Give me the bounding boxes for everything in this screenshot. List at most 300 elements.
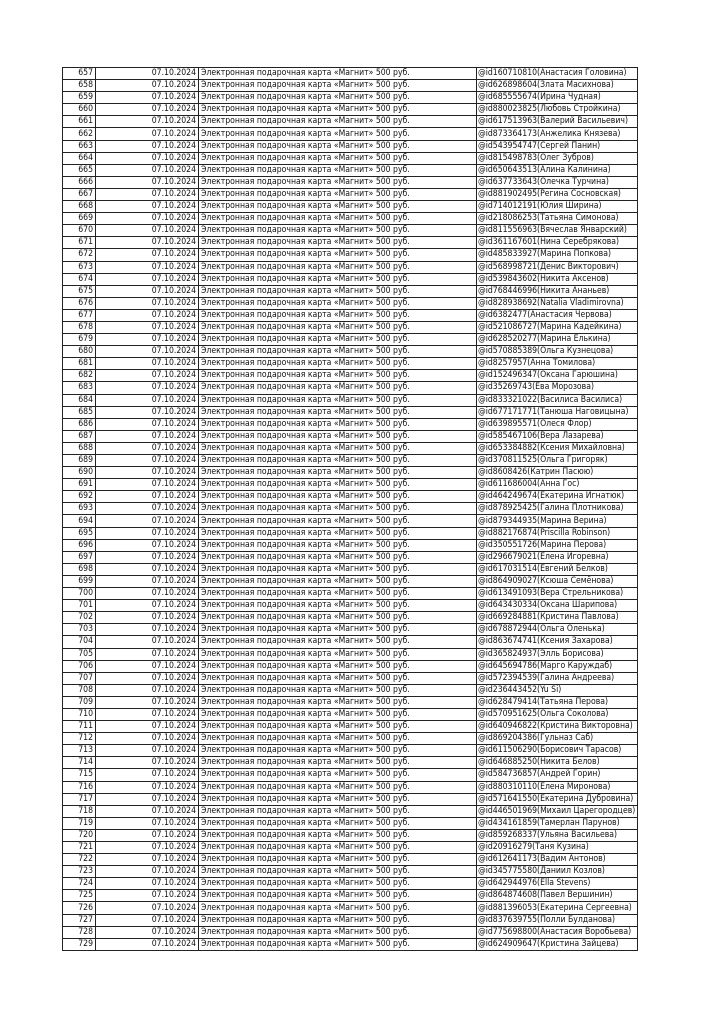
prize-cell: Электронная подарочная карта «Магнит» 500 руб.: [199, 745, 477, 757]
table-row: [63, 600, 638, 612]
date-cell: 07.10.2024: [96, 708, 199, 720]
winner-cell: @id880023825(Любовь Стройкина): [477, 104, 638, 116]
row-number-cell: 724: [63, 878, 96, 890]
table-row: [63, 842, 638, 854]
table-row: [63, 273, 638, 285]
row-number-cell: 666: [63, 176, 96, 188]
winner-cell: @id775698800(Анастасия Воробьева): [477, 926, 638, 938]
date-cell: 07.10.2024: [96, 563, 199, 575]
row-number-cell: 658: [63, 80, 96, 92]
date-cell: 07.10.2024: [96, 68, 199, 80]
date-cell: 07.10.2024: [96, 346, 199, 358]
table-row: [63, 201, 638, 213]
winner-cell: @id613491093(Вера Стрельникова): [477, 588, 638, 600]
date-cell: 07.10.2024: [96, 309, 199, 321]
table-row: [63, 805, 638, 817]
row-number-cell: 725: [63, 890, 96, 902]
row-number-cell: 693: [63, 503, 96, 515]
winner-cell: @id677171771(Танюша Наговицына): [477, 406, 638, 418]
winner-cell: @id365824937(Элль Борисова): [477, 648, 638, 660]
row-number-cell: 697: [63, 551, 96, 563]
prize-cell: Электронная подарочная карта «Магнит» 500 руб.: [199, 358, 477, 370]
winner-cell: @id296679021(Елена Игоревна): [477, 551, 638, 563]
date-cell: 07.10.2024: [96, 358, 199, 370]
date-cell: 07.10.2024: [96, 140, 199, 152]
winner-cell: @id446501969(Михаил Царегородцев): [477, 805, 638, 817]
prize-cell: Электронная подарочная карта «Магнит» 500 руб.: [199, 503, 477, 515]
date-cell: 07.10.2024: [96, 188, 199, 200]
table-row: [63, 660, 638, 672]
row-number-cell: 691: [63, 479, 96, 491]
date-cell: 07.10.2024: [96, 370, 199, 382]
date-cell: 07.10.2024: [96, 80, 199, 92]
date-cell: 07.10.2024: [96, 672, 199, 684]
row-number-cell: 703: [63, 624, 96, 636]
row-number-cell: 706: [63, 660, 96, 672]
table-row: [63, 696, 638, 708]
date-cell: 07.10.2024: [96, 176, 199, 188]
date-cell: 07.10.2024: [96, 382, 199, 394]
row-number-cell: 679: [63, 334, 96, 346]
table-row: [63, 624, 638, 636]
table-row: [63, 225, 638, 237]
prize-cell: Электронная подарочная карта «Магнит» 500 руб.: [199, 285, 477, 297]
date-cell: 07.10.2024: [96, 600, 199, 612]
prize-cell: Электронная подарочная карта «Магнит» 500 руб.: [199, 551, 477, 563]
table-row: [63, 116, 638, 128]
prize-cell: Электронная подарочная карта «Магнит» 500 руб.: [199, 721, 477, 733]
table-row: [63, 684, 638, 696]
row-number-cell: 680: [63, 346, 96, 358]
table-row: [63, 249, 638, 261]
date-cell: 07.10.2024: [96, 926, 199, 938]
table-row: [63, 926, 638, 938]
table-row: [63, 382, 638, 394]
table-row: [63, 745, 638, 757]
prize-cell: Электронная подарочная карта «Магнит» 500 руб.: [199, 539, 477, 551]
row-number-cell: 690: [63, 467, 96, 479]
date-cell: 07.10.2024: [96, 914, 199, 926]
date-cell: 07.10.2024: [96, 829, 199, 841]
row-number-cell: 664: [63, 152, 96, 164]
prize-cell: Электронная подарочная карта «Магнит» 500 руб.: [199, 261, 477, 273]
table-row: [63, 442, 638, 454]
row-number-cell: 707: [63, 672, 96, 684]
table-row: [63, 285, 638, 297]
prize-cell: Электронная подарочная карта «Магнит» 500 руб.: [199, 455, 477, 467]
prize-cell: Электронная подарочная карта «Магнит» 500 руб.: [199, 128, 477, 140]
table-row: [63, 237, 638, 249]
prize-cell: Электронная подарочная карта «Магнит» 500 руб.: [199, 757, 477, 769]
prize-cell: Электронная подарочная карта «Магнит» 500 руб.: [199, 708, 477, 720]
row-number-cell: 660: [63, 104, 96, 116]
row-number-cell: 710: [63, 708, 96, 720]
prize-cell: Электронная подарочная карта «Магнит» 500 руб.: [199, 890, 477, 902]
table-row: [63, 503, 638, 515]
prize-cell: Электронная подарочная карта «Магнит» 500 руб.: [199, 176, 477, 188]
date-cell: 07.10.2024: [96, 636, 199, 648]
row-number-cell: 699: [63, 575, 96, 587]
winner-cell: @id881396053(Екатерина Сергеевна): [477, 902, 638, 914]
prize-cell: Электронная подарочная карта «Магнит» 500 руб.: [199, 418, 477, 430]
prize-cell: Электронная подарочная карта «Магнит» 500 руб.: [199, 116, 477, 128]
prize-cell: Электронная подарочная карта «Магнит» 500 руб.: [199, 382, 477, 394]
date-cell: 07.10.2024: [96, 201, 199, 213]
row-number-cell: 721: [63, 842, 96, 854]
table-row: [63, 914, 638, 926]
winner-cell: @id628479414(Татьяна Перова): [477, 696, 638, 708]
winner-cell: @id864909027(Ксюша Семёнова): [477, 575, 638, 587]
date-cell: 07.10.2024: [96, 479, 199, 491]
prize-cell: Электронная подарочная карта «Магнит» 500 руб.: [199, 225, 477, 237]
date-cell: 07.10.2024: [96, 128, 199, 140]
winner-cell: @id645694786(Марго Каруждаб): [477, 660, 638, 672]
table-row: [63, 152, 638, 164]
prize-cell: Электронная подарочная карта «Магнит» 500 руб.: [199, 926, 477, 938]
prize-cell: Электронная подарочная карта «Магнит» 500 руб.: [199, 479, 477, 491]
table-row: [63, 551, 638, 563]
prize-cell: Электронная подарочная карта «Магнит» 500 руб.: [199, 612, 477, 624]
prize-cell: Электронная подарочная карта «Магнит» 500 руб.: [199, 588, 477, 600]
date-cell: 07.10.2024: [96, 733, 199, 745]
prize-cell: Электронная подарочная карта «Магнит» 500 руб.: [199, 636, 477, 648]
winner-cell: @id160710810(Анастасия Головина): [477, 68, 638, 80]
winner-cell: @id543954747(Сергей Панин): [477, 140, 638, 152]
winner-cell: @id585467106(Вера Лазарева): [477, 430, 638, 442]
row-number-cell: 661: [63, 116, 96, 128]
prize-cell: Электронная подарочная карта «Магнит» 500 руб.: [199, 140, 477, 152]
prize-cell: Электронная подарочная карта «Магнит» 500 руб.: [199, 297, 477, 309]
table-row: [63, 68, 638, 80]
row-number-cell: 714: [63, 757, 96, 769]
prize-cell: Электронная подарочная карта «Магнит» 500 руб.: [199, 842, 477, 854]
winner-cell: @id152496347(Оксана Гарюшина): [477, 370, 638, 382]
prize-cell: Электронная подарочная карта «Магнит» 500 руб.: [199, 406, 477, 418]
prize-cell: Электронная подарочная карта «Магнит» 500 руб.: [199, 805, 477, 817]
table-row: [63, 430, 638, 442]
date-cell: 07.10.2024: [96, 455, 199, 467]
winner-cell: @id768446996(Никита Ананьев): [477, 285, 638, 297]
date-cell: 07.10.2024: [96, 92, 199, 104]
table-row: [63, 515, 638, 527]
row-number-cell: 709: [63, 696, 96, 708]
row-number-cell: 729: [63, 938, 96, 950]
row-number-cell: 696: [63, 539, 96, 551]
table-row: [63, 491, 638, 503]
date-cell: 07.10.2024: [96, 648, 199, 660]
table-row: [63, 370, 638, 382]
winner-cell: @id873364173(Анжелика Князева): [477, 128, 638, 140]
table-row: [63, 164, 638, 176]
date-cell: 07.10.2024: [96, 442, 199, 454]
winner-cell: @id639895571(Олеся Флор): [477, 418, 638, 430]
row-number-cell: 688: [63, 442, 96, 454]
winner-cell: @id572394539(Галина Андреева): [477, 672, 638, 684]
row-number-cell: 722: [63, 854, 96, 866]
date-cell: 07.10.2024: [96, 334, 199, 346]
row-number-cell: 717: [63, 793, 96, 805]
row-number-cell: 694: [63, 515, 96, 527]
row-number-cell: 726: [63, 902, 96, 914]
date-cell: 07.10.2024: [96, 938, 199, 950]
winner-cell: @id626898604(Злата Масихнова): [477, 80, 638, 92]
winner-cell: @id612641173(Вадим Антонов): [477, 854, 638, 866]
table-row: [63, 321, 638, 333]
table-row: [63, 176, 638, 188]
prize-cell: Электронная подарочная карта «Магнит» 500 руб.: [199, 68, 477, 80]
row-number-cell: 711: [63, 721, 96, 733]
row-number-cell: 713: [63, 745, 96, 757]
prize-cell: Электронная подарочная карта «Магнит» 500 руб.: [199, 769, 477, 781]
row-number-cell: 659: [63, 92, 96, 104]
winner-cell: @id869204386(Гульназ Саб): [477, 733, 638, 745]
table-row: [63, 563, 638, 575]
winner-cell: @id669284881(Кристина Павлова): [477, 612, 638, 624]
winner-cell: @id685555674(Ирина Чудная): [477, 92, 638, 104]
date-cell: 07.10.2024: [96, 612, 199, 624]
date-cell: 07.10.2024: [96, 721, 199, 733]
date-cell: 07.10.2024: [96, 696, 199, 708]
winner-cell: @id434161859(Тамерлан Парунов): [477, 817, 638, 829]
prize-cell: Электронная подарочная карта «Магнит» 500 руб.: [199, 491, 477, 503]
row-number-cell: 708: [63, 684, 96, 696]
table-row: [63, 128, 638, 140]
table-row: [63, 358, 638, 370]
row-number-cell: 663: [63, 140, 96, 152]
date-cell: 07.10.2024: [96, 467, 199, 479]
prize-cell: Электронная подарочная карта «Магнит» 500 руб.: [199, 817, 477, 829]
winner-cell: @id880310110(Елена Миронова): [477, 781, 638, 793]
prize-cell: Электронная подарочная карта «Магнит» 500 руб.: [199, 914, 477, 926]
row-number-cell: 716: [63, 781, 96, 793]
winner-cell: @id236443452(Yu Si): [477, 684, 638, 696]
row-number-cell: 662: [63, 128, 96, 140]
prize-cell: Электронная подарочная карта «Магнит» 500 руб.: [199, 321, 477, 333]
row-number-cell: 689: [63, 455, 96, 467]
date-cell: 07.10.2024: [96, 225, 199, 237]
date-cell: 07.10.2024: [96, 249, 199, 261]
date-cell: 07.10.2024: [96, 769, 199, 781]
winner-cell: @id678872944(Ольга Оленька): [477, 624, 638, 636]
prize-cell: Электронная подарочная карта «Магнит» 500 руб.: [199, 902, 477, 914]
row-number-cell: 704: [63, 636, 96, 648]
prize-cell: Электронная подарочная карта «Магнит» 500 руб.: [199, 660, 477, 672]
table-row: [63, 309, 638, 321]
winner-cell: @id617031514(Евгений Белков): [477, 563, 638, 575]
prize-cell: Электронная подарочная карта «Магнит» 500 руб.: [199, 938, 477, 950]
table-row: [63, 575, 638, 587]
table-row: [63, 213, 638, 225]
prize-cell: Электронная подарочная карта «Магнит» 500 руб.: [199, 164, 477, 176]
row-number-cell: 698: [63, 563, 96, 575]
winner-cell: @id521086727(Марина Кадейкина): [477, 321, 638, 333]
prize-cell: Электронная подарочная карта «Магнит» 500 руб.: [199, 80, 477, 92]
winner-cell: @id617513963(Валерий Васильевич): [477, 116, 638, 128]
winner-cell: @id345775580(Даниил Козлов): [477, 866, 638, 878]
prize-cell: Электронная подарочная карта «Магнит» 500 руб.: [199, 696, 477, 708]
row-number-cell: 701: [63, 600, 96, 612]
prize-cell: Электронная подарочная карта «Магнит» 500 руб.: [199, 854, 477, 866]
winners-table: [62, 67, 638, 951]
date-cell: 07.10.2024: [96, 116, 199, 128]
prize-cell: Электронная подарочная карта «Магнит» 500 руб.: [199, 370, 477, 382]
table-row: [63, 817, 638, 829]
winner-cell: @id640946822(Кристина Викторовна): [477, 721, 638, 733]
date-cell: 07.10.2024: [96, 588, 199, 600]
table-row: [63, 902, 638, 914]
winner-cell: @id611506290(Борисович Тарасов): [477, 745, 638, 757]
winner-cell: @id628520277(Марина Елькина): [477, 334, 638, 346]
prize-cell: Электронная подарочная карта «Магнит» 500 руб.: [199, 515, 477, 527]
prize-cell: Электронная подарочная карта «Магнит» 500 руб.: [199, 442, 477, 454]
row-number-cell: 683: [63, 382, 96, 394]
table-row: [63, 140, 638, 152]
prize-cell: Электронная подарочная карта «Магнит» 500 руб.: [199, 237, 477, 249]
prize-cell: Электронная подарочная карта «Магнит» 500 руб.: [199, 346, 477, 358]
date-cell: 07.10.2024: [96, 539, 199, 551]
prize-cell: Электронная подарочная карта «Магнит» 500 руб.: [199, 394, 477, 406]
row-number-cell: 692: [63, 491, 96, 503]
date-cell: 07.10.2024: [96, 866, 199, 878]
table-row: [63, 854, 638, 866]
row-number-cell: 702: [63, 612, 96, 624]
row-number-cell: 678: [63, 321, 96, 333]
winner-cell: @id833321022(Василиса Василиса): [477, 394, 638, 406]
table-row: [63, 467, 638, 479]
date-cell: 07.10.2024: [96, 104, 199, 116]
winner-cell: @id837639755(Полли Булданова): [477, 914, 638, 926]
date-cell: 07.10.2024: [96, 394, 199, 406]
prize-cell: Электронная подарочная карта «Магнит» 500 руб.: [199, 793, 477, 805]
winner-cell: @id611686004(Анна Гос): [477, 479, 638, 491]
row-number-cell: 681: [63, 358, 96, 370]
date-cell: 07.10.2024: [96, 551, 199, 563]
date-cell: 07.10.2024: [96, 491, 199, 503]
winner-cell: @id570951625(Ольга Соколова): [477, 708, 638, 720]
winner-cell: @id20916279(Таня Кузина): [477, 842, 638, 854]
row-number-cell: 685: [63, 406, 96, 418]
date-cell: 07.10.2024: [96, 575, 199, 587]
table-row: [63, 406, 638, 418]
row-number-cell: 723: [63, 866, 96, 878]
date-cell: 07.10.2024: [96, 285, 199, 297]
winner-cell: @id218086253(Татьяна Симонова): [477, 213, 638, 225]
row-number-cell: 682: [63, 370, 96, 382]
prize-cell: Электронная подарочная карта «Магнит» 500 руб.: [199, 188, 477, 200]
table-row: [63, 866, 638, 878]
row-number-cell: 668: [63, 201, 96, 213]
date-cell: 07.10.2024: [96, 321, 199, 333]
row-number-cell: 718: [63, 805, 96, 817]
row-number-cell: 705: [63, 648, 96, 660]
table-row: [63, 890, 638, 902]
row-number-cell: 677: [63, 309, 96, 321]
row-number-cell: 673: [63, 261, 96, 273]
row-number-cell: 669: [63, 213, 96, 225]
winner-cell: @id815498783(Олег Зубров): [477, 152, 638, 164]
table-row: [63, 334, 638, 346]
table-row: [63, 793, 638, 805]
date-cell: 07.10.2024: [96, 624, 199, 636]
date-cell: 07.10.2024: [96, 660, 199, 672]
winner-cell: @id811556963(Вячеслав Январский): [477, 225, 638, 237]
prize-cell: Электронная подарочная карта «Магнит» 500 руб.: [199, 249, 477, 261]
row-number-cell: 700: [63, 588, 96, 600]
table-row: [63, 878, 638, 890]
prize-cell: Электронная подарочная карта «Магнит» 500 руб.: [199, 309, 477, 321]
winner-cell: @id646885250(Никита Белов): [477, 757, 638, 769]
prize-cell: Электронная подарочная карта «Магнит» 500 руб.: [199, 781, 477, 793]
date-cell: 07.10.2024: [96, 842, 199, 854]
date-cell: 07.10.2024: [96, 793, 199, 805]
date-cell: 07.10.2024: [96, 273, 199, 285]
table-row: [63, 781, 638, 793]
winner-cell: @id881902495(Регина Сосновская): [477, 188, 638, 200]
row-number-cell: 719: [63, 817, 96, 829]
prize-cell: Электронная подарочная карта «Магнит» 500 руб.: [199, 684, 477, 696]
date-cell: 07.10.2024: [96, 418, 199, 430]
winner-cell: @id35269743(Ева Морозова): [477, 382, 638, 394]
row-number-cell: 684: [63, 394, 96, 406]
date-cell: 07.10.2024: [96, 684, 199, 696]
prize-cell: Электронная подарочная карта «Магнит» 500 руб.: [199, 648, 477, 660]
date-cell: 07.10.2024: [96, 152, 199, 164]
table-row: [63, 829, 638, 841]
date-cell: 07.10.2024: [96, 164, 199, 176]
winner-cell: @id863674741(Ксения Захарова): [477, 636, 638, 648]
winner-cell: @id485833927(Марина Попкова): [477, 249, 638, 261]
winner-cell: @id570885389(Ольга Кузнецова): [477, 346, 638, 358]
winner-cell: @id882176874(Priscilla Robinson): [477, 527, 638, 539]
prize-cell: Электронная подарочная карта «Магнит» 500 руб.: [199, 575, 477, 587]
row-number-cell: 720: [63, 829, 96, 841]
table-row: [63, 418, 638, 430]
row-number-cell: 665: [63, 164, 96, 176]
row-number-cell: 657: [63, 68, 96, 80]
table-row: [63, 455, 638, 467]
winner-cell: @id350551726(Марина Перова): [477, 539, 638, 551]
row-number-cell: 667: [63, 188, 96, 200]
table-row: [63, 394, 638, 406]
table-row: [63, 757, 638, 769]
table-row: [63, 539, 638, 551]
winner-cell: @id6382477(Анастасия Червова): [477, 309, 638, 321]
row-number-cell: 670: [63, 225, 96, 237]
prize-cell: Электронная подарочная карта «Магнит» 500 руб.: [199, 624, 477, 636]
date-cell: 07.10.2024: [96, 213, 199, 225]
table-row: [63, 733, 638, 745]
table-row: [63, 104, 638, 116]
winner-cell: @id864874608(Павел Вершинин): [477, 890, 638, 902]
date-cell: 07.10.2024: [96, 817, 199, 829]
prize-cell: Электронная подарочная карта «Магнит» 500 руб.: [199, 672, 477, 684]
prize-cell: Электронная подарочная карта «Магнит» 500 руб.: [199, 152, 477, 164]
prize-cell: Электронная подарочная карта «Магнит» 500 руб.: [199, 213, 477, 225]
winner-cell: @id370811525(Ольга Григоряк): [477, 455, 638, 467]
row-number-cell: 712: [63, 733, 96, 745]
row-number-cell: 675: [63, 285, 96, 297]
winner-cell: @id714012191(Юлия Ширина): [477, 201, 638, 213]
date-cell: 07.10.2024: [96, 902, 199, 914]
table-body: [63, 68, 638, 951]
date-cell: 07.10.2024: [96, 297, 199, 309]
date-cell: 07.10.2024: [96, 515, 199, 527]
date-cell: 07.10.2024: [96, 757, 199, 769]
winner-cell: @id828938692(Natalia Vladimirovna): [477, 297, 638, 309]
winner-cell: @id642944976(Ella Stevens): [477, 878, 638, 890]
prize-cell: Электронная подарочная карта «Магнит» 500 руб.: [199, 829, 477, 841]
table-row: [63, 938, 638, 950]
